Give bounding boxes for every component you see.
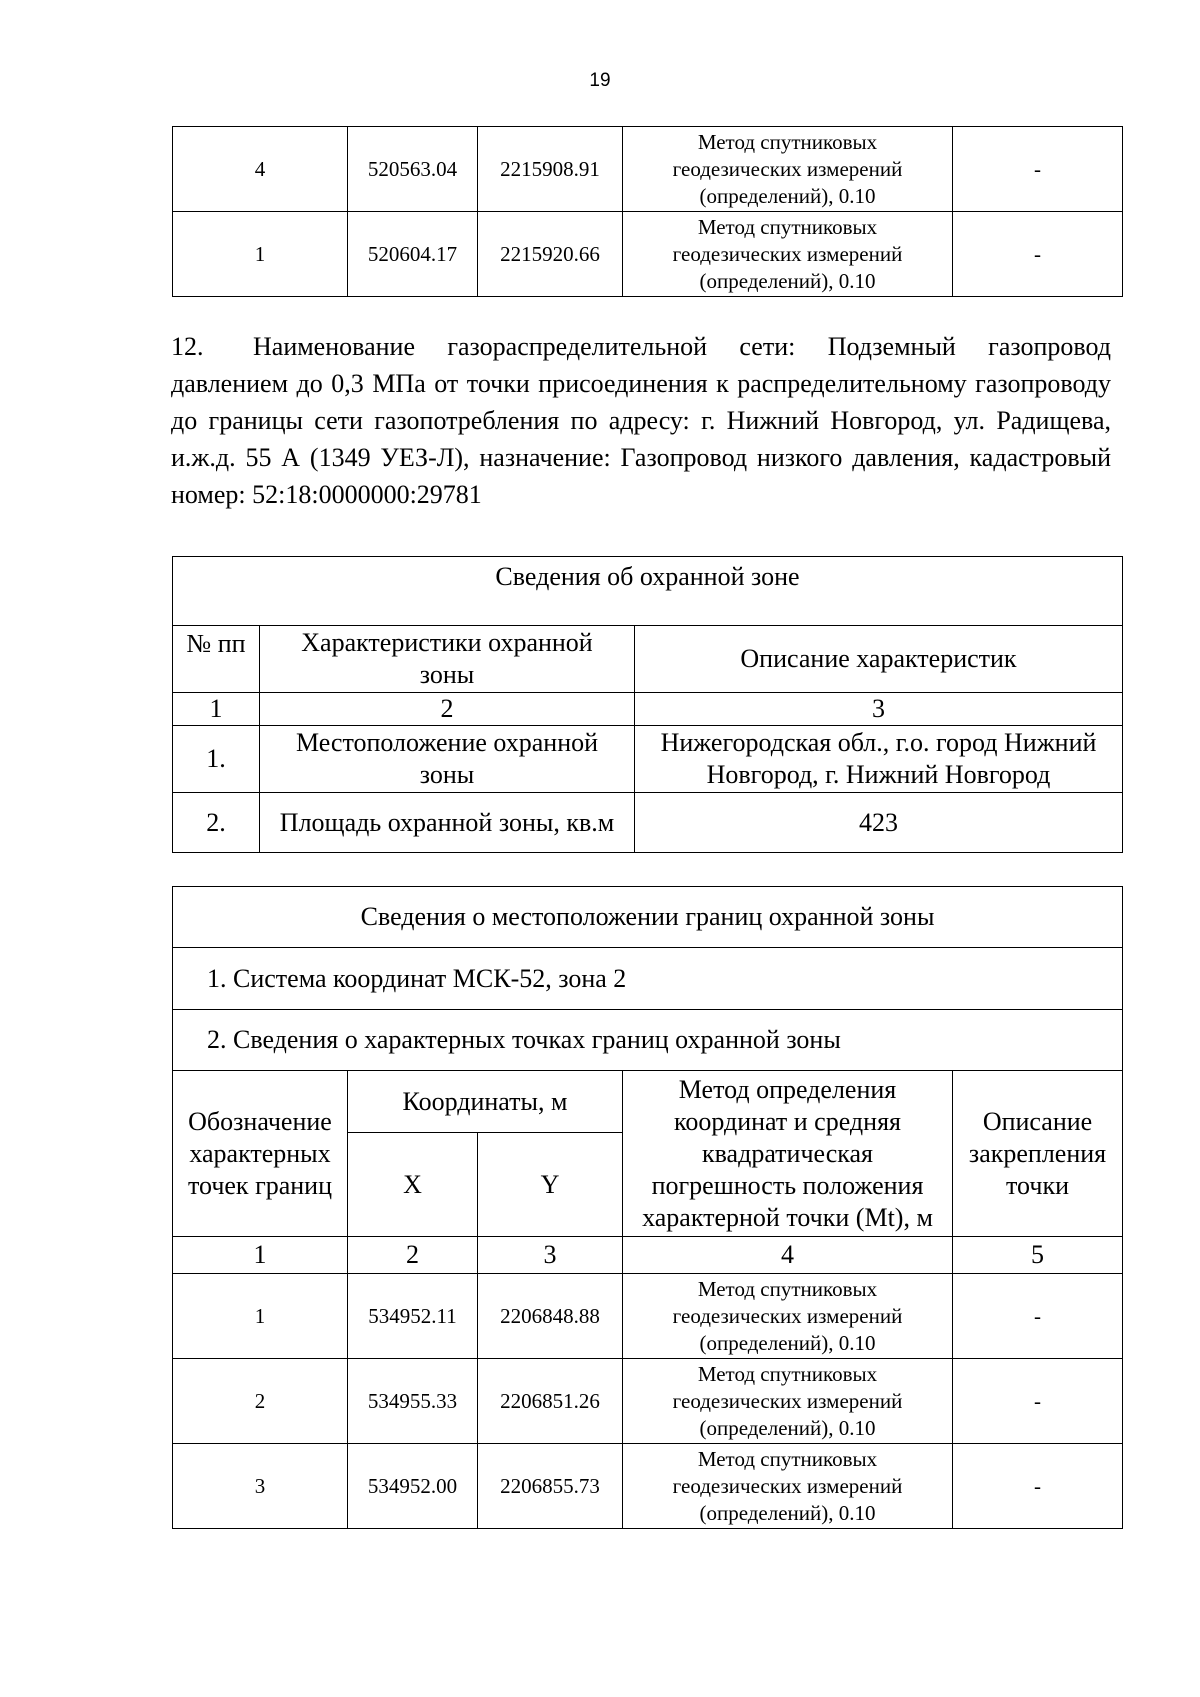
method-line: Метод спутниковых (697, 1446, 878, 1471)
method-line: геодезических измерений (672, 241, 903, 266)
index-cell: 1 (173, 693, 260, 726)
header-line: Описание (982, 1106, 1093, 1136)
coord-x: 534955.33 (348, 1359, 478, 1444)
method-cell (623, 1274, 953, 1359)
description-cell: 423 (635, 793, 1123, 853)
header-line: Метод определения (678, 1074, 897, 1104)
point-number: 1 (173, 212, 348, 297)
method-cell (623, 212, 953, 297)
method-line: геодезических измерений (672, 1473, 903, 1498)
method-line: (определений), 0.10 (699, 1500, 876, 1525)
table-row (173, 127, 1123, 212)
coord-x: 520563.04 (348, 127, 478, 212)
method-line: Метод спутниковых (697, 1276, 878, 1301)
header-line: зоны (419, 660, 475, 689)
coord-x: 534952.00 (348, 1444, 478, 1529)
characteristic-cell (260, 726, 635, 793)
coord-y: 2215920.66 (478, 212, 623, 297)
protection-zone-table (172, 556, 1123, 853)
continuation-coordinates-table (172, 126, 1123, 297)
table-title: Сведения о местоположении границ охранной зоны (173, 887, 1123, 948)
coord-x: 520604.17 (348, 212, 478, 297)
col-coordinates-header: Координаты, м (348, 1071, 623, 1133)
header-line: закрепления (968, 1138, 1107, 1168)
fixing-description: - (953, 1444, 1123, 1529)
table-row (173, 887, 1123, 948)
coord-y: 2215908.91 (478, 127, 623, 212)
header-line: характерной точки (Mt), м (642, 1202, 933, 1232)
col-x-header: X (348, 1133, 478, 1237)
method-line: геодезических измерений (672, 1303, 903, 1328)
method-line: Метод спутниковых (697, 1361, 878, 1386)
table-row (173, 1274, 1123, 1359)
method-cell (623, 1359, 953, 1444)
table-row (173, 793, 1123, 853)
index-cell: 3 (635, 693, 1123, 726)
point-number: 3 (173, 1444, 348, 1529)
header-line: Обозначение (188, 1106, 332, 1136)
method-line: Метод спутниковых (697, 129, 878, 154)
table-row (173, 1359, 1123, 1444)
header-line: квадратическая (701, 1138, 874, 1168)
col-number-header: № пп (173, 626, 260, 693)
method-line: (определений), 0.10 (699, 268, 876, 293)
table-header-row (173, 1071, 1123, 1133)
method-line: Метод спутниковых (697, 214, 878, 239)
index-row (173, 693, 1123, 726)
cell-line: зоны (419, 760, 475, 789)
point-number: 2 (173, 1359, 348, 1444)
cell-line: Новгород, г. Нижний Новгород (706, 760, 1051, 789)
cell-line: Местоположение охранной (295, 728, 599, 757)
header-line: погрешность положения (651, 1170, 924, 1200)
fixing-description: - (953, 1359, 1123, 1444)
method-line: геодезических измерений (672, 156, 903, 181)
method-line: (определений), 0.10 (699, 183, 876, 208)
col-point-header (173, 1071, 348, 1237)
header-line: точки (1006, 1170, 1069, 1200)
header-line: Характеристики охранной (301, 628, 593, 657)
cell-line: Нижегородская обл., г.о. город Нижний (660, 728, 1097, 757)
col-fixing-header (953, 1071, 1123, 1237)
col-method-header (623, 1071, 953, 1237)
index-cell: 1 (173, 1237, 348, 1274)
description-cell (635, 726, 1123, 793)
points-section-title: 2. Сведения о характерных точках границ охранной зоны (173, 1010, 1123, 1071)
row-number: 2. (173, 793, 260, 853)
table-row (173, 1010, 1123, 1071)
method-line: геодезических измерений (672, 1388, 903, 1413)
method-cell (623, 1444, 953, 1529)
table-row (173, 948, 1123, 1010)
table-header-row (173, 626, 1123, 693)
header-line: характерных (189, 1138, 331, 1168)
point-number: 1 (173, 1274, 348, 1359)
coordinate-system: 1. Система координат МСК-52, зона 2 (173, 948, 1123, 1010)
fixing-description: - (953, 127, 1123, 212)
method-cell (623, 127, 953, 212)
coord-y: 2206855.73 (478, 1444, 623, 1529)
coord-y: 2206848.88 (478, 1274, 623, 1359)
fixing-description: - (953, 1274, 1123, 1359)
coord-y: 2206851.26 (478, 1359, 623, 1444)
characteristic-cell: Площадь охранной зоны, кв.м (260, 793, 635, 853)
point-number: 4 (173, 127, 348, 212)
header-line: координат и средняя (674, 1106, 901, 1136)
index-cell: 5 (953, 1237, 1123, 1274)
coord-x: 534952.11 (348, 1274, 478, 1359)
index-cell: 4 (623, 1237, 953, 1274)
index-cell: 2 (348, 1237, 478, 1274)
col-y-header: Y (478, 1133, 623, 1237)
index-cell: 3 (478, 1237, 623, 1274)
paragraph-number: 12. (171, 332, 204, 361)
method-line: (определений), 0.10 (699, 1330, 876, 1355)
table-row (173, 726, 1123, 793)
table-title: Сведения об охранной зоне (173, 557, 1123, 626)
fixing-description: - (953, 212, 1123, 297)
col-characteristics-header (260, 626, 635, 693)
index-row (173, 1237, 1123, 1274)
method-line: (определений), 0.10 (699, 1415, 876, 1440)
table-row (173, 557, 1123, 626)
paragraph-text: Наименование газораспределительной сети: Подземный газопровод давлением до 0,3 МПа от точки присоединения к распределительному газопроводу до границы сети газопотребления по адресу: г. Нижний Новгород, ул. Радищева, и.ж.д. 55 А (1349 УЕЗ-Л), назначение: Газопровод низкого давления, кадастровый номер: 52:18:0000000:29781 (171, 332, 1111, 509)
index-cell: 2 (260, 693, 635, 726)
network-description-paragraph (171, 328, 1111, 513)
header-line: точек границ (187, 1170, 333, 1200)
row-number: 1. (173, 726, 260, 793)
page-number: 19 (589, 70, 611, 91)
col-description-header: Описание характеристик (635, 626, 1123, 693)
zone-boundaries-table (172, 886, 1123, 1529)
table-row (173, 1444, 1123, 1529)
table-row (173, 212, 1123, 297)
